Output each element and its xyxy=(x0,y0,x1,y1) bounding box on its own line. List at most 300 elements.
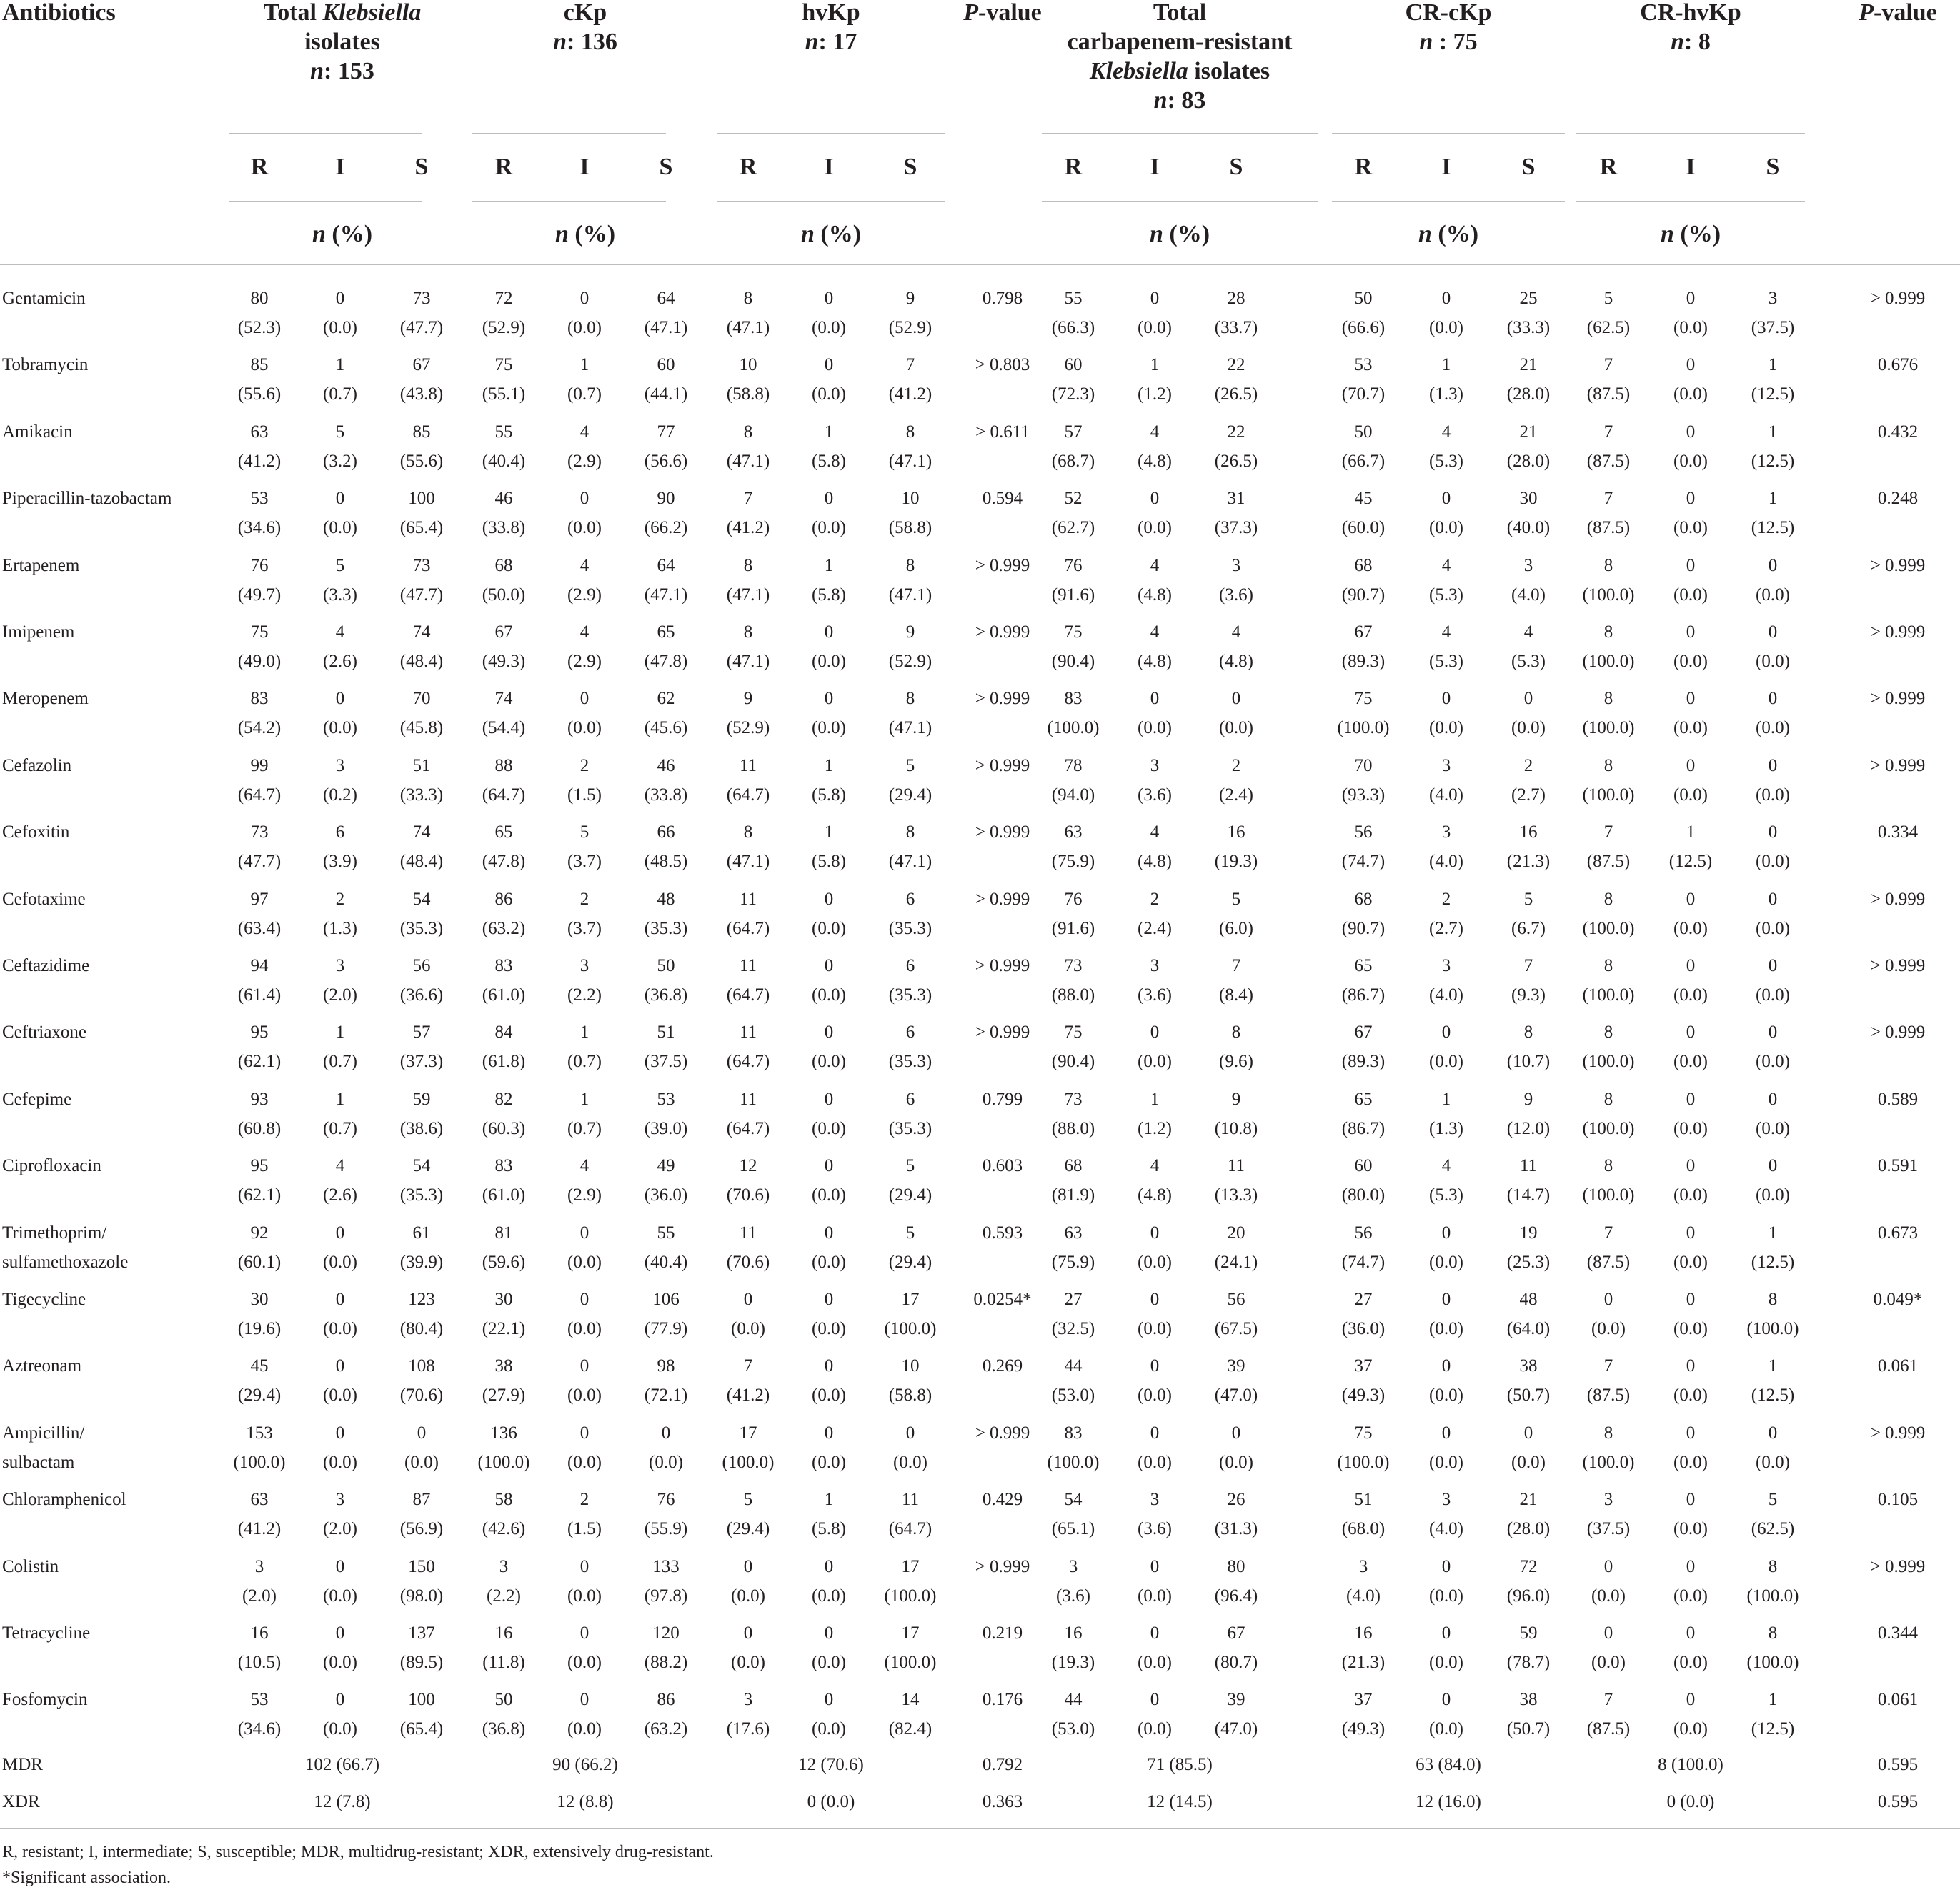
count: 97 xyxy=(250,889,269,909)
percent: (0.0) xyxy=(1673,518,1708,538)
percent: (100.0) xyxy=(1047,718,1100,738)
count: 67 xyxy=(1354,1023,1373,1043)
data-cell xyxy=(1723,1418,1823,1477)
percent: (62.5) xyxy=(1586,318,1631,337)
ris-header xyxy=(312,153,369,181)
count: 0 xyxy=(1768,1089,1778,1109)
count: 90 xyxy=(657,489,675,509)
percent: (0.0) xyxy=(1429,1653,1463,1672)
ris-letter: S xyxy=(659,154,673,180)
percent: (0.0) xyxy=(812,1719,846,1739)
count: 5 xyxy=(335,555,345,575)
header-rule xyxy=(229,201,422,202)
count: 20 xyxy=(1227,1223,1245,1243)
percent: (65.4) xyxy=(399,1719,444,1739)
count: 38 xyxy=(494,1356,513,1376)
percent: (39.0) xyxy=(644,1118,688,1138)
percent: (0.0) xyxy=(567,718,602,738)
percent: (90.4) xyxy=(1051,652,1095,671)
percent: (3.7) xyxy=(567,918,602,938)
group-title-italic: Klebsiella xyxy=(322,0,422,26)
count: 0 xyxy=(1768,822,1778,842)
count: 150 xyxy=(408,1556,435,1576)
percent: (12.0) xyxy=(1506,1118,1551,1138)
count: 0 xyxy=(1686,755,1696,775)
count: 0 xyxy=(579,1556,590,1576)
ris-letter: I xyxy=(1441,154,1451,180)
count: 28 xyxy=(1227,289,1245,308)
n-italic: n xyxy=(1149,221,1163,247)
count: 0 xyxy=(1768,1156,1778,1176)
data-cell xyxy=(1723,417,1823,476)
percent: (0.0) xyxy=(1591,1319,1626,1338)
count: 0 xyxy=(824,889,834,909)
count: 0 xyxy=(1768,889,1778,909)
percent: (70.6) xyxy=(726,1252,770,1272)
percent: (0.0) xyxy=(812,918,846,938)
percent: (47.1) xyxy=(888,585,932,605)
n-value: : 17 xyxy=(818,29,857,55)
data-cell xyxy=(1186,1085,1286,1143)
count: 0 xyxy=(1523,1423,1533,1443)
count: 5 xyxy=(743,1490,753,1510)
count: 0 xyxy=(1603,1556,1613,1576)
group-title: cKp xyxy=(563,0,607,26)
count: 3 xyxy=(1358,1556,1368,1576)
percent: (0.0) xyxy=(1429,1452,1463,1472)
pct-suffix: (%) xyxy=(1163,221,1210,247)
percent: (0.0) xyxy=(1673,1052,1708,1072)
p-value-1: > 0.803 xyxy=(975,355,1030,375)
percent: (0.0) xyxy=(1673,318,1708,337)
ris-header xyxy=(475,153,532,181)
count: 59 xyxy=(412,1089,431,1109)
percent: (3.7) xyxy=(567,852,602,872)
n-percent-header xyxy=(760,220,902,249)
antibiotic-name xyxy=(2,1618,90,1648)
count: 0 xyxy=(1441,1690,1451,1710)
percent: (37.5) xyxy=(1751,318,1795,337)
count: 0 xyxy=(1441,1556,1451,1576)
percent: (91.6) xyxy=(1051,585,1095,605)
summary-cell: 0 (0.0) xyxy=(1666,1792,1715,1811)
ris-header xyxy=(637,153,695,181)
percent: (58.8) xyxy=(888,518,932,538)
percent: (0.0) xyxy=(323,1386,357,1406)
p-value-1: > 0.999 xyxy=(975,1423,1030,1443)
count: 46 xyxy=(657,755,675,775)
percent: (0.0) xyxy=(1756,785,1790,805)
percent: (37.3) xyxy=(1214,518,1258,538)
count: 76 xyxy=(1064,889,1083,909)
count: 8 xyxy=(1603,689,1613,709)
count: 0 xyxy=(1686,1223,1696,1243)
count: 0 xyxy=(1686,489,1696,509)
p-value-1: 0.799 xyxy=(982,1089,1023,1109)
count: 59 xyxy=(1519,1623,1538,1643)
count: 30 xyxy=(1519,489,1538,509)
count: 8 xyxy=(743,622,753,642)
percent: (32.5) xyxy=(1051,1319,1095,1338)
percent: (6.7) xyxy=(1511,918,1546,938)
group-title-italic: Klebsiella xyxy=(1089,58,1188,84)
count: 3 xyxy=(335,956,345,975)
count: 0 xyxy=(1686,555,1696,575)
percent: (58.8) xyxy=(888,1386,932,1406)
count: 68 xyxy=(1064,1156,1083,1176)
count: 5 xyxy=(905,755,915,775)
percent: (4.0) xyxy=(1429,785,1463,805)
count: 94 xyxy=(250,956,269,975)
percent: (60.8) xyxy=(237,1118,282,1138)
n-italic: n xyxy=(800,221,815,247)
count: 37 xyxy=(1354,1356,1373,1376)
percent: (0.0) xyxy=(567,1653,602,1672)
ris-header xyxy=(720,153,777,181)
data-cell xyxy=(1723,885,1823,943)
count: 0 xyxy=(335,1690,345,1710)
percent: (89.5) xyxy=(399,1653,444,1672)
count: 2 xyxy=(579,755,590,775)
percent: (0.0) xyxy=(1673,785,1708,805)
count: 58 xyxy=(494,1490,513,1510)
count: 61 xyxy=(412,1223,431,1243)
ris-header xyxy=(1500,153,1557,181)
percent: (0.0) xyxy=(567,1719,602,1739)
percent: (62.1) xyxy=(237,1185,282,1205)
percent: (80.4) xyxy=(399,1319,444,1338)
count: 0 xyxy=(1686,355,1696,375)
antibiotic-name xyxy=(2,1285,86,1314)
count: 50 xyxy=(494,1690,513,1710)
count: 0 xyxy=(1686,1490,1696,1510)
percent: (2.9) xyxy=(567,451,602,471)
percent: (0.0) xyxy=(1673,1118,1708,1138)
percent: (0.0) xyxy=(1756,652,1790,671)
count: 1 xyxy=(1150,355,1160,375)
percent: (29.4) xyxy=(888,1252,932,1272)
percent: (27.9) xyxy=(482,1386,526,1406)
count: 0 xyxy=(1231,689,1241,709)
n-value: : 153 xyxy=(324,58,374,84)
percent: (0.0) xyxy=(812,718,846,738)
percent: (5.8) xyxy=(812,852,846,872)
percent: (0.0) xyxy=(323,1653,357,1672)
antibiotic-name xyxy=(2,1685,87,1714)
percent: (10.7) xyxy=(1506,1052,1551,1072)
count: 38 xyxy=(1519,1356,1538,1376)
percent: (40.4) xyxy=(482,451,526,471)
count: 44 xyxy=(1064,1690,1083,1710)
count: 16 xyxy=(494,1623,513,1643)
count: 62 xyxy=(657,689,675,709)
percent: (0.0) xyxy=(1429,318,1463,337)
p-value-1: 0.798 xyxy=(982,289,1023,308)
header-rule xyxy=(472,133,666,134)
p-value-1: 0.0254* xyxy=(973,1290,1032,1309)
count: 76 xyxy=(1064,555,1083,575)
count: 48 xyxy=(657,889,675,909)
percent: (0.0) xyxy=(1429,718,1463,738)
count: 72 xyxy=(494,289,513,308)
percent: (81.9) xyxy=(1051,1185,1095,1205)
percent: (0.0) xyxy=(1219,718,1253,738)
percent: (28.0) xyxy=(1506,384,1551,404)
count: 3 xyxy=(579,956,590,975)
n-label: n xyxy=(553,29,567,55)
percent: (66.6) xyxy=(1341,318,1386,337)
percent: (40.4) xyxy=(644,1252,688,1272)
percent: (3.3) xyxy=(323,585,357,605)
data-cell xyxy=(1723,1151,1823,1210)
percent: (47.8) xyxy=(644,652,688,671)
percent: (0.0) xyxy=(1591,1586,1626,1606)
count: 0 xyxy=(335,689,345,709)
percent: (35.3) xyxy=(399,918,444,938)
p-value-2: > 0.999 xyxy=(1870,889,1926,909)
count: 0 xyxy=(824,689,834,709)
percent: (90.7) xyxy=(1341,918,1386,938)
percent: (24.1) xyxy=(1214,1252,1258,1272)
percent: (3.9) xyxy=(323,852,357,872)
percent: (48.4) xyxy=(399,652,444,671)
count: 108 xyxy=(408,1356,435,1376)
count: 39 xyxy=(1227,1690,1245,1710)
count: 54 xyxy=(1064,1490,1083,1510)
percent: (70.6) xyxy=(399,1386,444,1406)
count: 1 xyxy=(1441,355,1451,375)
data-cell xyxy=(1723,617,1823,676)
percent: (89.3) xyxy=(1341,652,1386,671)
percent: (100.0) xyxy=(884,1653,937,1672)
ris-letter: I xyxy=(824,154,834,180)
percent: (2.4) xyxy=(1138,918,1172,938)
count: 8 xyxy=(1603,555,1613,575)
header-rule xyxy=(229,133,422,134)
group-title: CR-hvKp xyxy=(1640,0,1741,26)
count: 45 xyxy=(1354,489,1373,509)
percent: (28.0) xyxy=(1506,1519,1551,1539)
n-value: : 8 xyxy=(1684,29,1711,55)
p-value-1: > 0.999 xyxy=(975,689,1030,709)
ris-header xyxy=(882,153,939,181)
count: 8 xyxy=(1231,1023,1241,1043)
percent: (61.0) xyxy=(482,985,526,1005)
percent: (34.6) xyxy=(237,1719,282,1739)
count: 81 xyxy=(494,1223,513,1243)
percent: (93.3) xyxy=(1341,785,1386,805)
count: 16 xyxy=(1227,822,1245,842)
percent: (0.0) xyxy=(731,1319,765,1338)
count: 0 xyxy=(579,289,590,308)
percent: (0.0) xyxy=(1138,1052,1172,1072)
name-line: Cefoxitin xyxy=(2,822,70,842)
group-title: isolates xyxy=(304,29,380,55)
ris-header xyxy=(1418,153,1475,181)
percent: (100.0) xyxy=(1582,1052,1635,1072)
ris-header xyxy=(393,153,450,181)
header-rule xyxy=(717,201,945,202)
antibiotic-name xyxy=(2,817,69,847)
antibiotic-name xyxy=(2,751,71,780)
count: 11 xyxy=(739,755,757,775)
count: 0 xyxy=(824,1290,834,1309)
percent: (63.4) xyxy=(237,918,282,938)
count: 8 xyxy=(905,689,915,709)
count: 0 xyxy=(1441,1423,1451,1443)
percent: (5.3) xyxy=(1511,652,1546,671)
count: 0 xyxy=(1686,1690,1696,1710)
percent: (72.3) xyxy=(1051,384,1095,404)
percent: (0.0) xyxy=(567,518,602,538)
count: 44 xyxy=(1064,1356,1083,1376)
percent: (0.0) xyxy=(1138,1252,1172,1272)
percent: (53.0) xyxy=(1051,1386,1095,1406)
percent: (11.8) xyxy=(482,1653,525,1672)
count: 85 xyxy=(412,422,431,442)
count: 0 xyxy=(824,1690,834,1710)
percent: (4.0) xyxy=(1429,985,1463,1005)
count: 75 xyxy=(1354,689,1373,709)
count: 8 xyxy=(1603,1089,1613,1109)
count: 22 xyxy=(1227,422,1245,442)
count: 83 xyxy=(1064,1423,1083,1443)
count: 0 xyxy=(1150,1356,1160,1376)
percent: (0.0) xyxy=(812,1586,846,1606)
percent: (52.9) xyxy=(888,652,932,671)
antibiotic-name xyxy=(2,885,86,914)
percent: (44.1) xyxy=(644,384,688,404)
percent: (0.0) xyxy=(1756,918,1790,938)
count: 1 xyxy=(824,422,834,442)
percent: (49.3) xyxy=(1341,1719,1386,1739)
count: 0 xyxy=(579,1356,590,1376)
count: 0 xyxy=(579,1290,590,1309)
count: 93 xyxy=(250,1089,269,1109)
percent: (41.2) xyxy=(726,1386,770,1406)
count: 5 xyxy=(579,822,590,842)
count: 1 xyxy=(1768,1690,1778,1710)
percent: (0.0) xyxy=(1138,718,1172,738)
count: 11 xyxy=(901,1490,920,1510)
n-value: : 83 xyxy=(1167,87,1206,114)
data-cell xyxy=(1723,1485,1823,1543)
count: 106 xyxy=(652,1290,680,1309)
group-title: isolates xyxy=(1188,58,1270,84)
name-line: sulfamethoxazole xyxy=(2,1252,129,1272)
count: 3 xyxy=(499,1556,509,1576)
count: 31 xyxy=(1227,489,1245,509)
data-cell xyxy=(1186,1418,1286,1477)
percent: (52.9) xyxy=(482,318,526,337)
count: 0 xyxy=(1150,289,1160,308)
percent: (19.3) xyxy=(1214,852,1258,872)
count: 7 xyxy=(1231,956,1241,975)
n-value: : 136 xyxy=(567,29,617,55)
count: 7 xyxy=(1603,422,1613,442)
count: 7 xyxy=(1603,1690,1613,1710)
data-cell xyxy=(1723,1685,1823,1744)
count: 77 xyxy=(657,422,675,442)
data-cell xyxy=(1186,1351,1286,1410)
percent: (100.0) xyxy=(1582,785,1635,805)
count: 8 xyxy=(743,289,753,308)
table-bottom-rule xyxy=(0,1828,1960,1829)
count: 0 xyxy=(335,1290,345,1309)
count: 64 xyxy=(657,289,675,308)
percent: (63.2) xyxy=(644,1719,688,1739)
p-value-2: 0.061 xyxy=(1877,1356,1919,1376)
data-cell xyxy=(1186,1018,1286,1076)
percent: (0.0) xyxy=(1673,718,1708,738)
antibiotic-name xyxy=(2,484,171,513)
percent: (1.3) xyxy=(323,918,357,938)
count: 0 xyxy=(335,289,345,308)
count: 4 xyxy=(1441,622,1451,642)
count: 0 xyxy=(905,1423,915,1443)
count: 80 xyxy=(1227,1556,1245,1576)
percent: (100.0) xyxy=(1337,718,1390,738)
percent: (100.0) xyxy=(477,1452,530,1472)
count: 5 xyxy=(1603,289,1613,308)
data-cell xyxy=(1186,817,1286,876)
percent: (33.7) xyxy=(1214,318,1258,337)
percent: (0.0) xyxy=(1673,1252,1708,1272)
footnote: *Significant association. xyxy=(2,1869,171,1887)
ris-letter: I xyxy=(1686,154,1696,180)
percent: (77.9) xyxy=(644,1319,688,1338)
percent: (4.8) xyxy=(1138,852,1172,872)
count: 55 xyxy=(657,1223,675,1243)
percent: (4.0) xyxy=(1429,1519,1463,1539)
count: 68 xyxy=(1354,555,1373,575)
group-title: Total xyxy=(263,0,323,26)
count: 16 xyxy=(1519,822,1538,842)
count: 56 xyxy=(412,956,431,975)
count: 7 xyxy=(1603,822,1613,842)
antibiotic-name xyxy=(2,1085,71,1114)
count: 7 xyxy=(1603,1356,1613,1376)
count: 53 xyxy=(657,1089,675,1109)
count: 17 xyxy=(901,1556,920,1576)
count: 4 xyxy=(579,422,590,442)
percent: (47.0) xyxy=(1214,1719,1258,1739)
count: 0 xyxy=(1686,1623,1696,1643)
data-cell xyxy=(1723,350,1823,409)
count: 6 xyxy=(335,822,345,842)
percent: (36.0) xyxy=(1341,1319,1386,1338)
count: 0 xyxy=(1686,1156,1696,1176)
percent: (0.0) xyxy=(1673,1452,1708,1472)
count: 10 xyxy=(739,355,757,375)
count: 8 xyxy=(1603,1023,1613,1043)
p-value-1: > 0.999 xyxy=(975,822,1030,842)
percent: (56.6) xyxy=(644,451,688,471)
count: 1 xyxy=(1150,1089,1160,1109)
count: 51 xyxy=(657,1023,675,1043)
percent: (0.7) xyxy=(567,384,602,404)
percent: (50.0) xyxy=(482,585,526,605)
percent: (5.3) xyxy=(1429,451,1463,471)
name-line: Ertapenem xyxy=(2,555,80,575)
percent: (100.0) xyxy=(1582,918,1635,938)
count: 83 xyxy=(494,1156,513,1176)
percent: (82.4) xyxy=(888,1719,932,1739)
count: 133 xyxy=(652,1556,680,1576)
count: 2 xyxy=(335,889,345,909)
p-value-2: 0.049* xyxy=(1873,1290,1923,1309)
percent: (59.6) xyxy=(482,1252,526,1272)
